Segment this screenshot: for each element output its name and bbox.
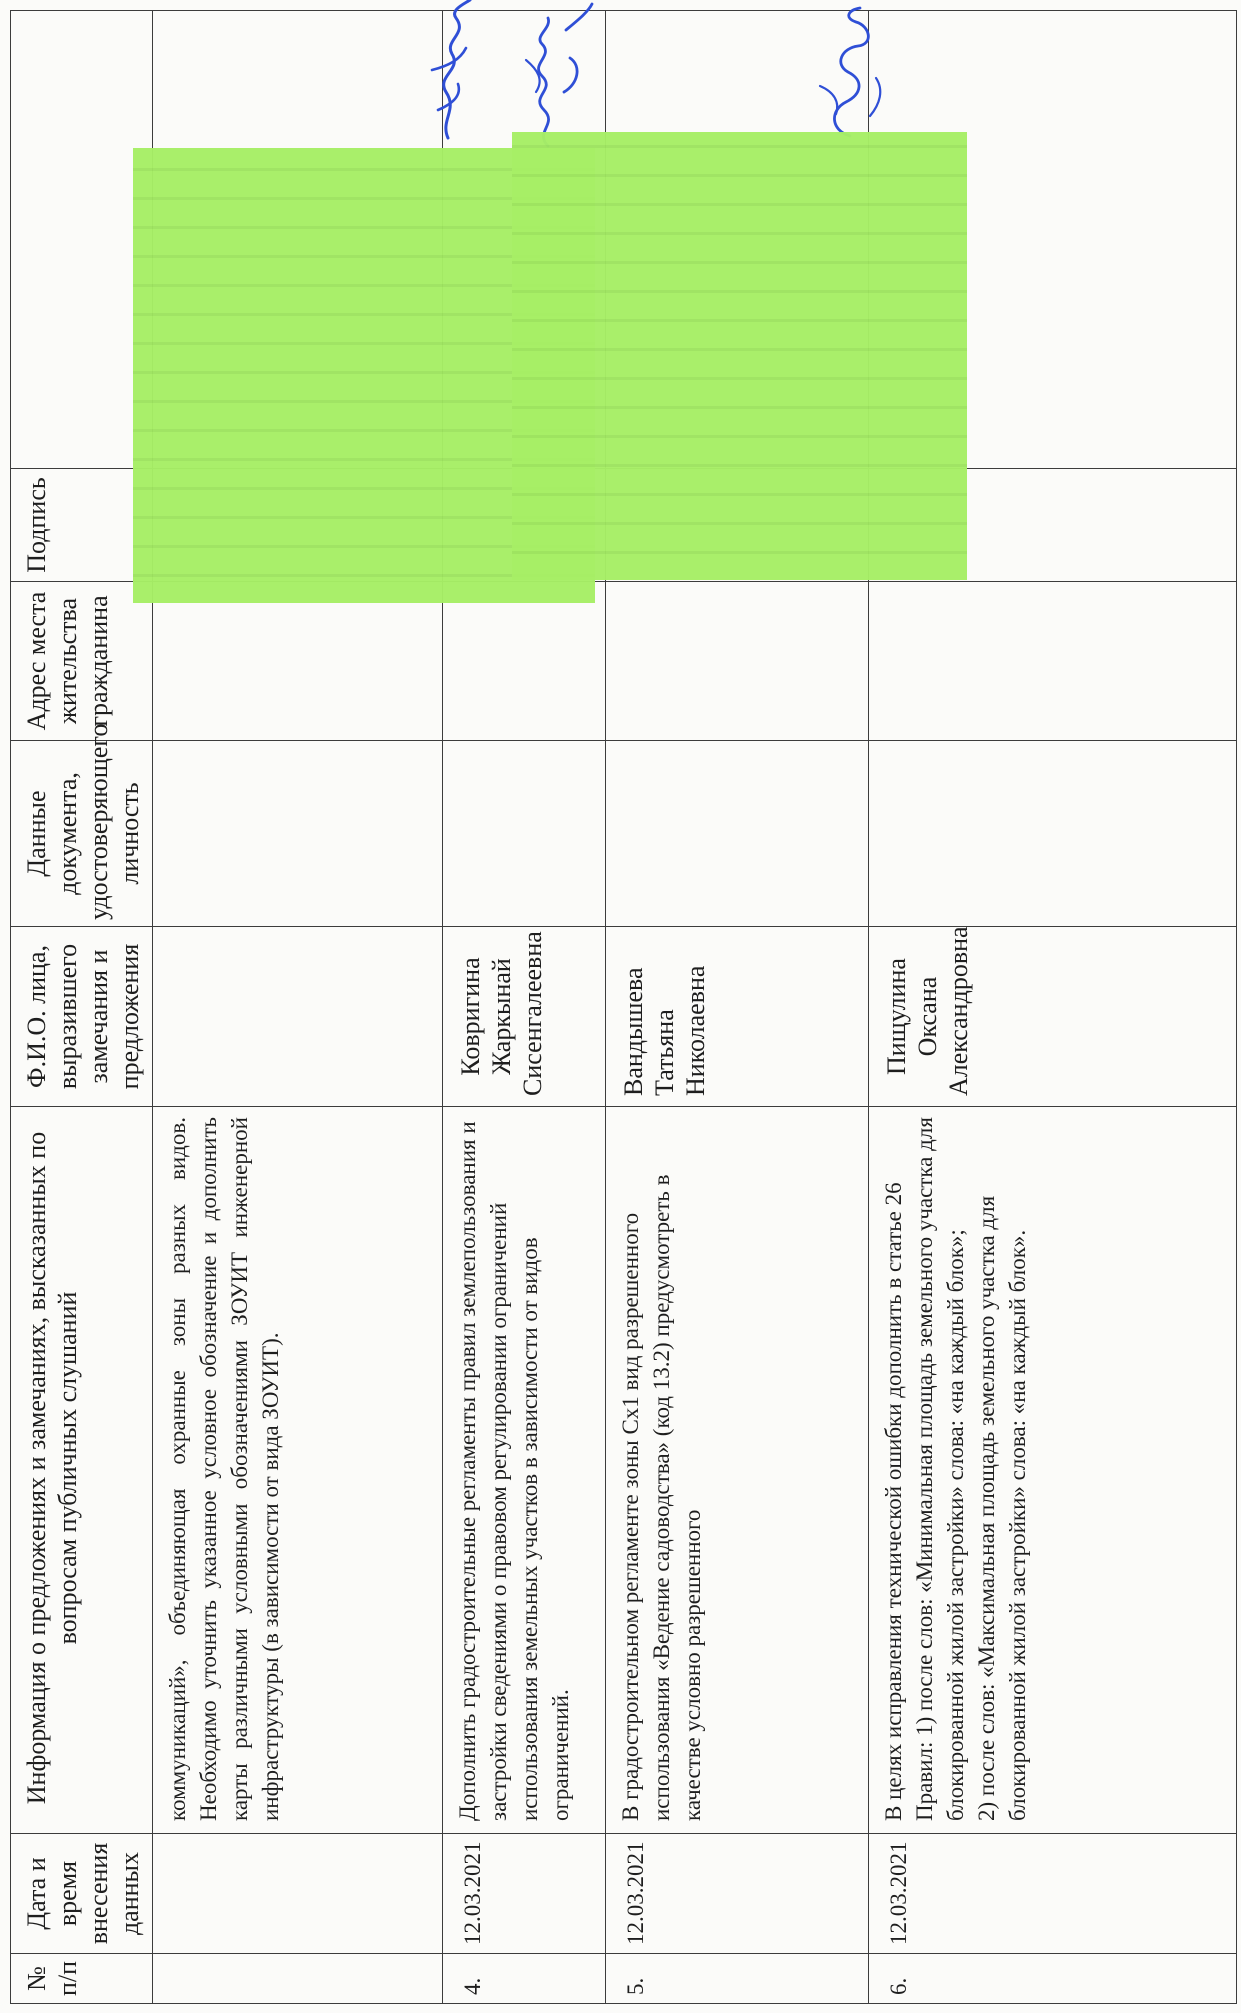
redaction-sticker: [512, 132, 967, 580]
cell-fio: [153, 927, 443, 1107]
cell-date: [153, 1834, 443, 1954]
cell-fio: Пищулина Оксана Александровна: [869, 927, 1237, 1107]
cell-address: [153, 582, 443, 741]
cell-address: [869, 582, 1237, 741]
header-doc: Данные документа, удостоверяющего личность: [11, 741, 153, 927]
header-date: Дата и время внесения данных: [11, 1834, 153, 1954]
cell-info: В градостроительном регламенте зоны Сх1 вид разрешенного использования «Ведение садоводства» (код 13.2) предусмотреть в качестве условно разрешенного: [606, 1107, 869, 1834]
cell-doc: [153, 741, 443, 927]
header-num: № п/п: [11, 1954, 153, 2004]
cell-fio: Вандышева Татьяна Николаевна: [606, 927, 869, 1107]
header-fio: Ф.И.О. лица, выразившего замечания и предложения: [11, 927, 153, 1107]
cell-address: [443, 582, 606, 741]
cell-num: 4.: [443, 1954, 606, 2004]
cell-num: 6.: [869, 1954, 1237, 2004]
cell-doc: [443, 741, 606, 927]
header-row: [11, 11, 153, 2004]
cell-num: 5.: [606, 1954, 869, 2004]
cell-doc: [606, 741, 869, 927]
cell-date: 12.03.2021: [869, 1834, 1237, 1954]
cell-date: 12.03.2021: [443, 1834, 606, 1954]
cell-info: коммуникаций», объединяющая охранные зоны разных видов. Необходимо уточнить указанное условное обозначение и дополнить карты различными условными обозначениями ЗОУИТ инженерной инфраструктуры (в зависимости от вида ЗОУИТ).: [153, 1107, 443, 1834]
cell-info: В целях исправления технической ошибки дополнить в статье 26 Правил: 1) после слов: «Минимальная площадь земельного участка для блокированной жилой застройки» слова: «на каждый блок»; 2) после слов: «Максимальная площадь земельного участка для блокированной жилой застройки» слова: «на каждый блок».: [869, 1107, 1237, 1834]
cell-date: 12.03.2021: [606, 1834, 869, 1954]
header-address: Адрес места жительства гражданина: [11, 582, 153, 741]
cell-num: [153, 1954, 443, 2004]
cell-fio: Ковригина Жаркынай Сисенгалеевна: [443, 927, 606, 1107]
cell-address: [606, 582, 869, 741]
cell-info: Дополнить градостроительные регламенты правил землепользования и застройки сведениями о правовом регулировании ограничений использования земельных участков в зависимости от видов ограничений.: [443, 1107, 606, 1834]
header-blank: [11, 11, 153, 469]
header-signature: Подпись: [11, 469, 153, 582]
header-info: Информация о предложениях и замечаниях, высказанных по вопросам публичных слушаний: [11, 1107, 153, 1834]
cell-doc: [869, 741, 1237, 927]
